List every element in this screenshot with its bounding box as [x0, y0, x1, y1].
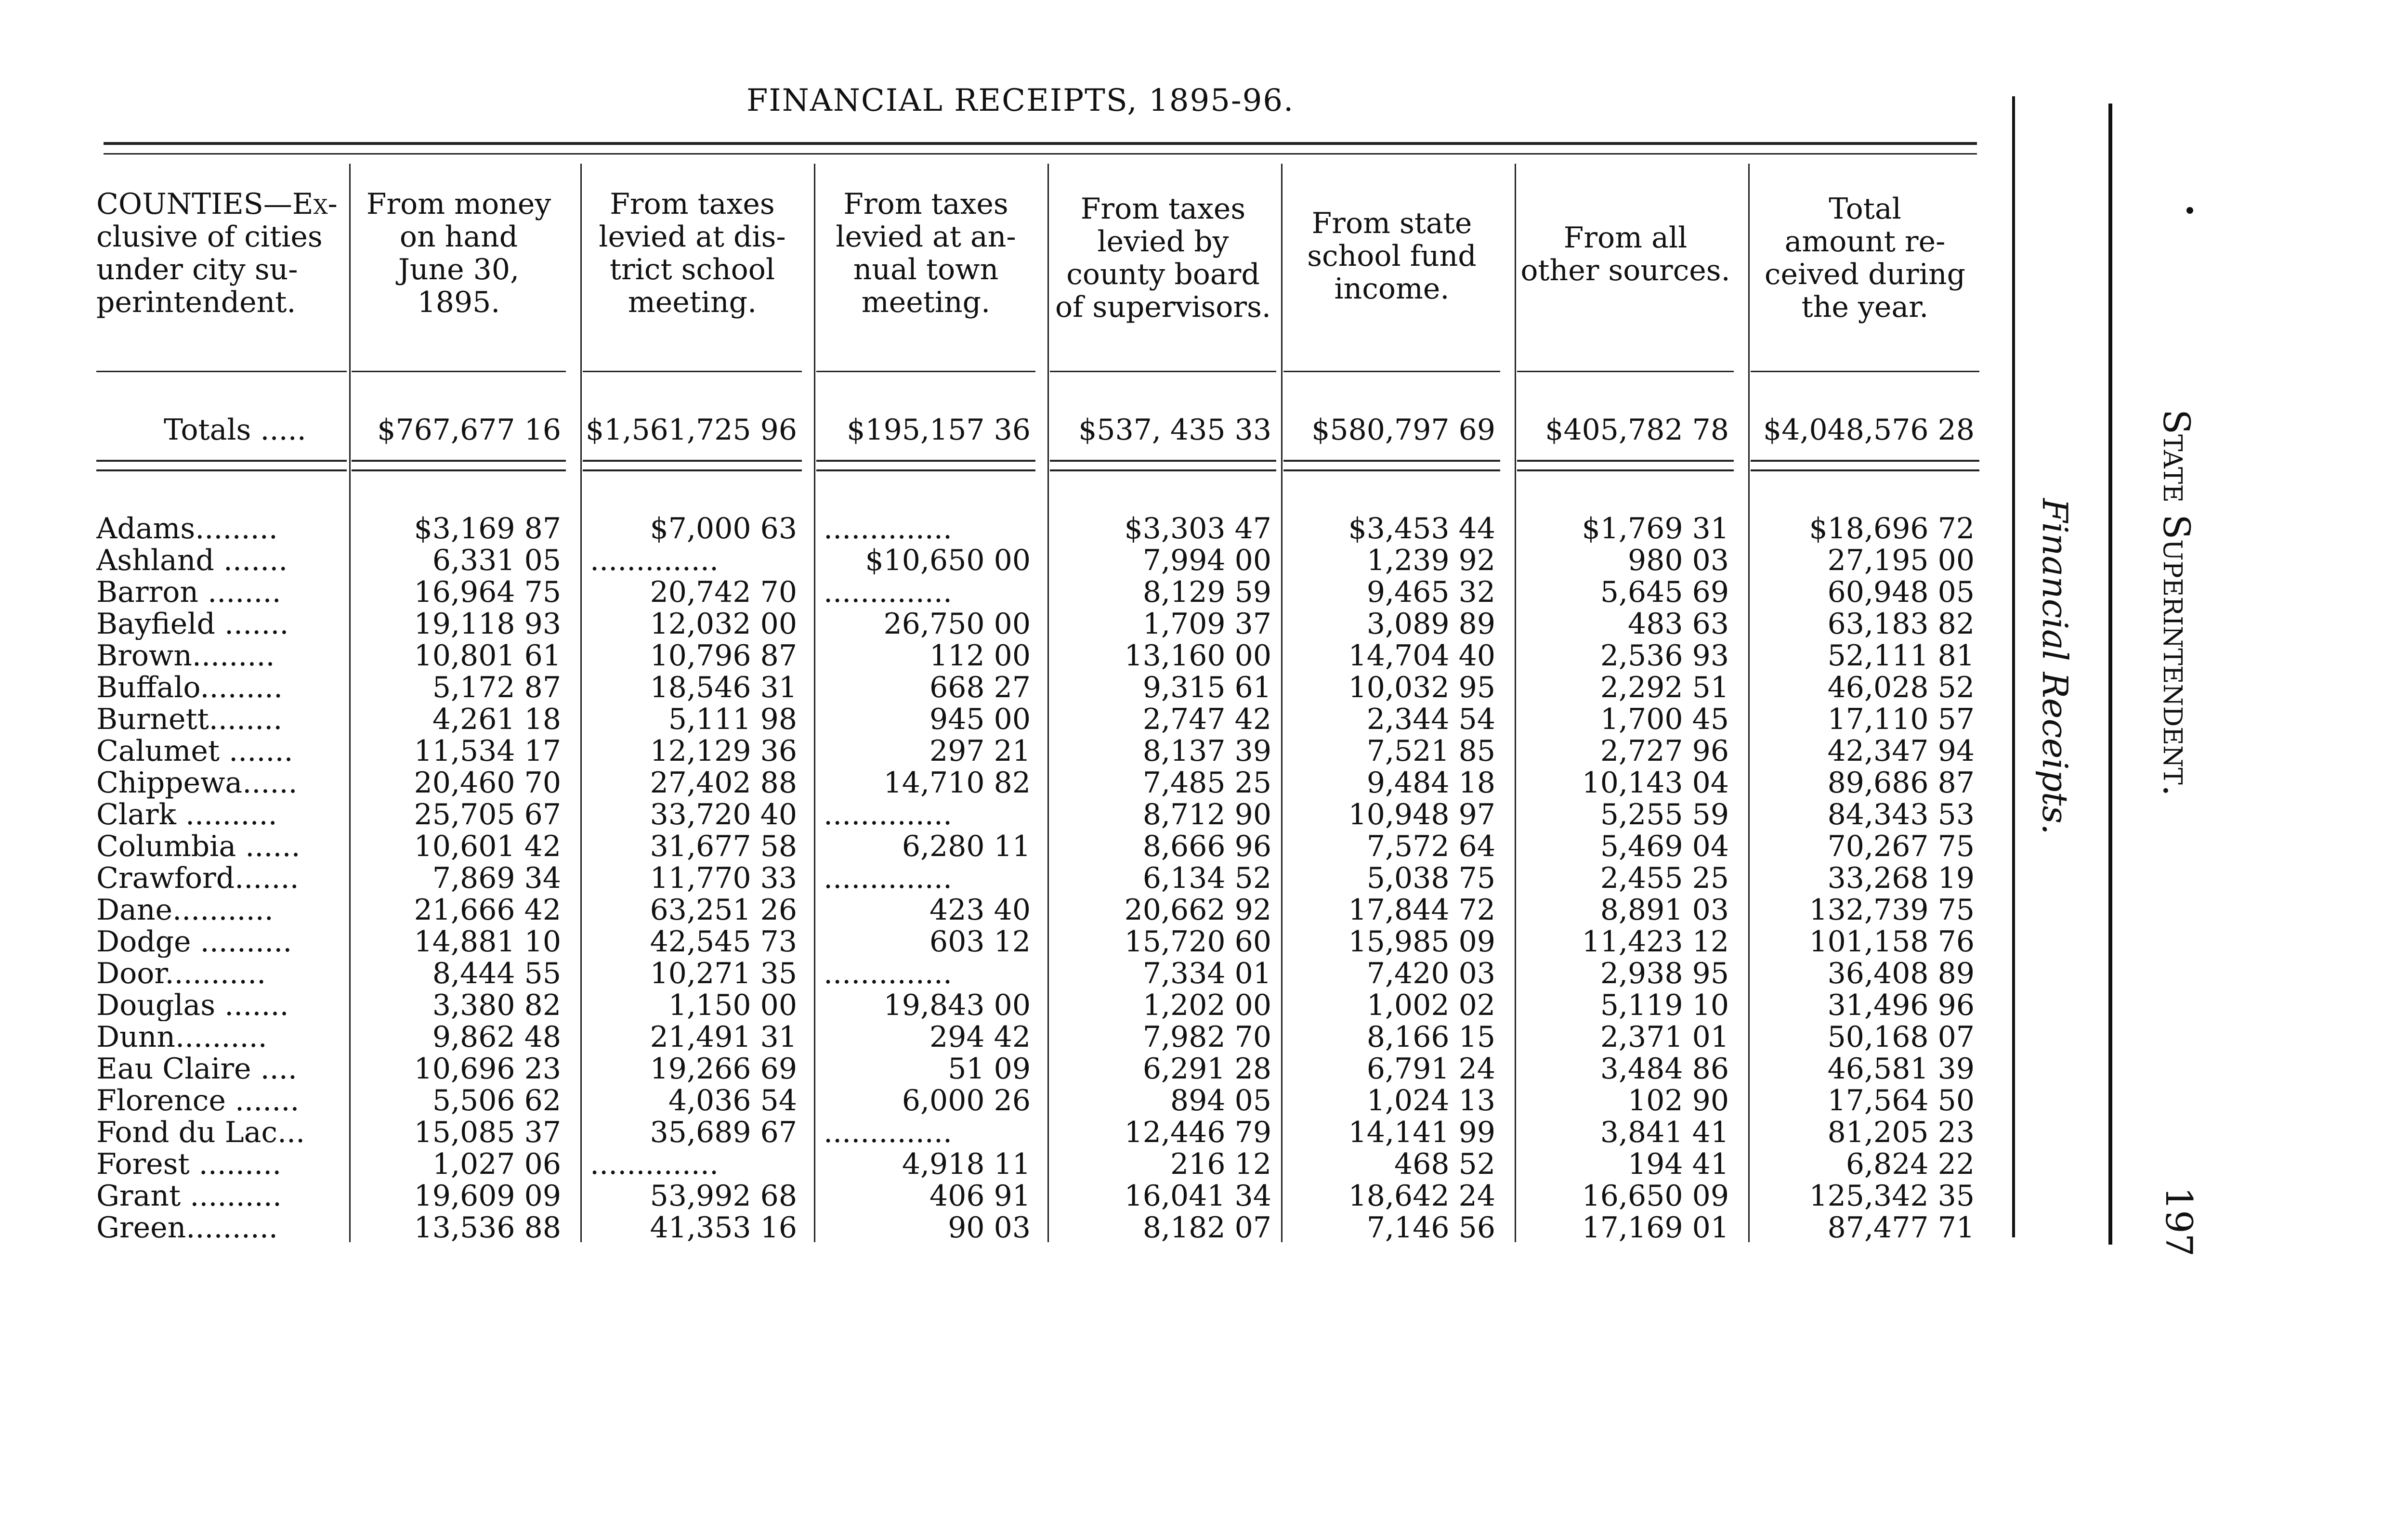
column-header-line: the year.	[1801, 290, 1929, 324]
table-cell: 2,747 42	[1142, 702, 1271, 736]
column-header-line: on hand	[399, 220, 518, 254]
totals-cell: $195,157 36	[847, 413, 1031, 447]
table-cell: 17,169 01	[1582, 1211, 1729, 1245]
column-header-6	[1517, 221, 1734, 287]
table-cell: 3,089 89	[1366, 607, 1495, 641]
totals-double-rule	[1517, 460, 1734, 462]
column-header-line: under city su-	[96, 253, 298, 286]
table-cell: 7,994 00	[1142, 544, 1271, 577]
table-cell: 5,645 69	[1600, 575, 1729, 609]
county-name: Crawford.......	[96, 862, 299, 894]
table-cell: 4,261 18	[432, 702, 561, 736]
table-cell: $10,650 00	[865, 544, 1031, 577]
table-cell: 7,334 01	[1142, 957, 1271, 990]
column-header-line: From taxes	[843, 187, 1008, 221]
column-header-line: From taxes	[610, 187, 775, 221]
table-row	[0, 989, 2023, 1021]
empty-cell-leader: ..............	[824, 861, 953, 895]
table-cell: 9,484 18	[1366, 766, 1495, 800]
table-cell: 5,111 98	[668, 702, 797, 736]
table-cell: 2,536 93	[1600, 639, 1729, 673]
table-cell: 19,118 93	[414, 607, 561, 641]
county-name: Buffalo.........	[96, 672, 283, 703]
table-cell: 112 00	[929, 639, 1031, 673]
table-cell: 9,862 48	[432, 1020, 561, 1054]
totals-double-rule	[1283, 469, 1500, 471]
county-name: Grant ..........	[96, 1180, 282, 1212]
county-name: Burnett........	[96, 703, 283, 735]
column-header-line: amount re-	[1784, 225, 1946, 259]
table-cell: 8,137 39	[1142, 734, 1271, 768]
county-name: Bayfield .......	[96, 608, 289, 640]
table-cell: 20,460 70	[414, 766, 561, 800]
table-cell: 15,985 09	[1348, 925, 1495, 959]
column-header-line: levied at dis-	[599, 220, 786, 254]
table-cell: 8,166 15	[1366, 1020, 1495, 1054]
table-cell: 3,484 86	[1600, 1052, 1729, 1086]
table-cell: 33,720 40	[650, 798, 797, 831]
header-underline	[96, 371, 347, 372]
table-cell: 63,251 26	[650, 893, 797, 927]
table-cell: 2,292 51	[1600, 671, 1729, 704]
table-cell: 1,024 13	[1366, 1084, 1495, 1117]
table-cell: 36,408 89	[1827, 957, 1975, 990]
table-cell: 406 91	[929, 1179, 1031, 1213]
table-cell: 18,642 24	[1348, 1179, 1495, 1213]
table-cell: 31,677 58	[650, 830, 797, 863]
table-cell: 63,183 82	[1827, 607, 1975, 641]
table-cell: 15,720 60	[1124, 925, 1271, 959]
table-cell: 5,119 10	[1600, 988, 1729, 1022]
totals-cell: $537, 435 33	[1078, 413, 1271, 447]
table-row	[0, 831, 2023, 862]
table-cell: 52,111 81	[1827, 639, 1975, 673]
column-header-0	[96, 188, 356, 319]
table-cell: 14,141 99	[1348, 1116, 1495, 1149]
column-header-line: COUNTIES—Ex-	[96, 187, 338, 221]
side-header: State Superintendent.	[2155, 409, 2198, 796]
table-cell: 2,455 25	[1600, 861, 1729, 895]
table-row	[0, 703, 2023, 735]
table-row	[0, 608, 2023, 640]
totals-cell: $405,782 78	[1545, 413, 1729, 447]
table-cell: 2,938 95	[1600, 957, 1729, 990]
table-cell: 25,705 67	[414, 798, 561, 831]
empty-cell-leader: ..............	[824, 957, 953, 990]
totals-cell: $580,797 69	[1311, 413, 1495, 447]
table-cell: 194 41	[1628, 1147, 1729, 1181]
table-cell: 42,545 73	[650, 925, 797, 959]
table-cell: 5,255 59	[1600, 798, 1729, 831]
table-row	[0, 1053, 2023, 1085]
column-header-line: levied by	[1097, 225, 1229, 259]
table-cell: $3,453 44	[1348, 512, 1495, 546]
totals-double-rule	[1283, 460, 1500, 462]
table-cell: 89,686 87	[1827, 766, 1975, 800]
column-header-line: meeting.	[628, 286, 757, 319]
table-cell: 11,423 12	[1582, 925, 1729, 959]
table-cell: 4,918 11	[902, 1147, 1031, 1181]
column-header-1	[352, 188, 566, 319]
table-cell: 19,266 69	[650, 1052, 797, 1086]
table-cell: 5,172 87	[432, 671, 561, 704]
table-cell: 33,268 19	[1827, 861, 1975, 895]
table-cell: 5,506 62	[432, 1084, 561, 1117]
table-row	[0, 1117, 2023, 1148]
table-cell: 12,032 00	[650, 607, 797, 641]
table-cell: 53,992 68	[650, 1179, 797, 1213]
table-cell: 2,371 01	[1600, 1020, 1729, 1054]
county-name: Columbia ......	[96, 831, 301, 862]
totals-double-rule	[583, 460, 802, 462]
county-name: Door...........	[96, 958, 266, 989]
county-name: Eau Claire ....	[96, 1053, 297, 1085]
table-cell: 4,036 54	[668, 1084, 797, 1117]
table-row	[0, 672, 2023, 703]
table-row	[0, 513, 2023, 545]
top-rule-thin	[104, 153, 1977, 155]
table-cell: 19,609 09	[414, 1179, 561, 1213]
totals-double-rule	[352, 460, 566, 462]
table-cell: 603 12	[929, 925, 1031, 959]
table-cell: 84,343 53	[1827, 798, 1975, 831]
table-cell: 8,182 07	[1142, 1211, 1271, 1245]
column-header-line: nual town	[853, 253, 999, 286]
column-header-line: perintendent.	[96, 286, 296, 319]
column-header-line: From money	[366, 187, 551, 221]
table-cell: 8,712 90	[1142, 798, 1271, 831]
side-running-head: Financial Receipts.	[2035, 498, 2075, 835]
county-name: Chippewa......	[96, 767, 298, 799]
table-cell: 15,085 37	[414, 1116, 561, 1149]
column-header-line: income.	[1334, 272, 1450, 306]
table-cell: 668 27	[929, 671, 1031, 704]
table-cell: 6,134 52	[1142, 861, 1271, 895]
column-header-5	[1283, 207, 1500, 305]
header-underline	[816, 371, 1035, 372]
table-row	[0, 640, 2023, 672]
header-underline	[1517, 371, 1734, 372]
table-row	[0, 576, 2023, 608]
column-header-line: Total	[1829, 192, 1901, 226]
table-cell: 3,841 41	[1600, 1116, 1729, 1149]
table-cell: 2,727 96	[1600, 734, 1729, 768]
county-name: Florence .......	[96, 1085, 300, 1117]
totals-double-rule	[352, 469, 566, 471]
table-cell: 27,402 88	[650, 766, 797, 800]
table-cell: $1,769 31	[1582, 512, 1729, 546]
table-cell: 16,650 09	[1582, 1179, 1729, 1213]
table-row	[0, 1021, 2023, 1053]
page-dot	[2186, 207, 2193, 214]
empty-cell-leader: ..............	[824, 1116, 953, 1149]
county-name: Calumet .......	[96, 735, 293, 767]
column-header-4	[1050, 193, 1276, 324]
county-name: Dane...........	[96, 894, 274, 926]
table-cell: 10,801 61	[414, 639, 561, 673]
table-cell: 41,353 16	[650, 1211, 797, 1245]
table-cell: 12,129 36	[650, 734, 797, 768]
table-cell: 7,420 03	[1366, 957, 1495, 990]
table-cell: 8,891 03	[1600, 893, 1729, 927]
table-cell: $3,303 47	[1124, 512, 1271, 546]
table-cell: 14,710 82	[883, 766, 1031, 800]
header-underline	[583, 371, 802, 372]
table-cell: 51 09	[948, 1052, 1031, 1086]
table-cell: 8,129 59	[1142, 575, 1271, 609]
table-cell: 297 21	[929, 734, 1031, 768]
table-cell: 21,491 31	[650, 1020, 797, 1054]
table-cell: 2,344 54	[1366, 702, 1495, 736]
table-cell: 7,869 34	[432, 861, 561, 895]
column-header-line: other sources.	[1520, 254, 1730, 287]
totals-double-rule	[1050, 469, 1276, 471]
table-cell: 8,444 55	[432, 957, 561, 990]
table-cell: 1,027 06	[432, 1147, 561, 1181]
totals-row	[0, 414, 2023, 446]
table-row	[0, 735, 2023, 767]
table-cell: 5,469 04	[1600, 830, 1729, 863]
table-cell: 6,331 05	[432, 544, 561, 577]
table-cell: 13,160 00	[1124, 639, 1271, 673]
table-row	[0, 799, 2023, 831]
page-number: 197	[2158, 1187, 2200, 1257]
table-cell: $3,169 87	[414, 512, 561, 546]
table-cell: 10,796 87	[650, 639, 797, 673]
table-row	[0, 862, 2023, 894]
totals-cell: $1,561,725 96	[586, 413, 797, 447]
table-cell: 10,696 23	[414, 1052, 561, 1086]
table-cell: 101,158 76	[1809, 925, 1975, 959]
table-cell: 16,964 75	[414, 575, 561, 609]
table-cell: 11,770 33	[650, 861, 797, 895]
table-cell: 46,028 52	[1827, 671, 1975, 704]
table-cell: 8,666 96	[1142, 830, 1271, 863]
column-header-line: of supervisors.	[1055, 290, 1271, 324]
county-name: Barron ........	[96, 576, 281, 608]
table-row	[0, 894, 2023, 926]
table-cell: 1,202 00	[1142, 988, 1271, 1022]
totals-double-rule	[1517, 469, 1734, 471]
side-rule-left	[2012, 96, 2015, 1237]
table-cell: $18,696 72	[1809, 512, 1975, 546]
column-header-line: county board	[1066, 258, 1260, 291]
totals-double-rule	[1751, 460, 1979, 462]
county-name: Adams.........	[96, 513, 278, 545]
table-row	[0, 1212, 2023, 1244]
table-cell: 1,150 00	[668, 988, 797, 1022]
table-cell: 132,739 75	[1809, 893, 1975, 927]
table-cell: 6,291 28	[1142, 1052, 1271, 1086]
table-cell: 17,844 72	[1348, 893, 1495, 927]
empty-cell-leader: ..............	[590, 1147, 719, 1181]
county-name: Fond du Lac...	[96, 1117, 305, 1148]
column-header-line: clusive of cities	[96, 220, 323, 254]
table-cell: 10,271 35	[650, 957, 797, 990]
header-underline	[1050, 371, 1276, 372]
table-cell: 12,446 79	[1124, 1116, 1271, 1149]
header-underline	[352, 371, 566, 372]
table-cell: 10,143 04	[1582, 766, 1729, 800]
table-cell: 1,002 02	[1366, 988, 1495, 1022]
column-header-line: levied at an-	[836, 220, 1016, 254]
table-cell: 10,948 97	[1348, 798, 1495, 831]
table-cell: 9,465 32	[1366, 575, 1495, 609]
totals-cell: $767,677 16	[377, 413, 561, 447]
column-header-2	[583, 188, 802, 319]
column-header-line: From all	[1563, 221, 1688, 255]
table-cell: 19,843 00	[883, 988, 1031, 1022]
side-rule-right	[2108, 104, 2112, 1245]
column-header-7	[1751, 193, 1979, 324]
table-row	[0, 1148, 2023, 1180]
totals-double-rule	[96, 460, 347, 462]
county-name: Green..........	[96, 1212, 278, 1244]
table-cell: 5,038 75	[1366, 861, 1495, 895]
table-cell: 14,704 40	[1348, 639, 1495, 673]
table-cell: 21,666 42	[414, 893, 561, 927]
totals-double-rule	[583, 469, 802, 471]
table-cell: 17,564 50	[1827, 1084, 1975, 1117]
table-row	[0, 545, 2023, 576]
totals-double-rule	[816, 469, 1035, 471]
table-cell: 7,485 25	[1142, 766, 1271, 800]
column-header-line: school fund	[1307, 239, 1477, 273]
column-header-line: From state	[1311, 207, 1472, 240]
table-cell: 90 03	[948, 1211, 1031, 1245]
table-cell: 20,742 70	[650, 575, 797, 609]
column-header-line: 1895.	[417, 286, 500, 319]
table-cell: 7,521 85	[1366, 734, 1495, 768]
county-name: Forest .........	[96, 1148, 282, 1180]
table-cell: 7,982 70	[1142, 1020, 1271, 1054]
table-row	[0, 767, 2023, 799]
county-name: Clark ..........	[96, 799, 277, 831]
table-cell: 26,750 00	[883, 607, 1031, 641]
table-cell: 70,267 75	[1827, 830, 1975, 863]
header-underline	[1751, 371, 1979, 372]
table-row	[0, 1085, 2023, 1117]
empty-cell-leader: ..............	[824, 798, 953, 831]
totals-double-rule	[816, 460, 1035, 462]
table-cell: 423 40	[929, 893, 1031, 927]
page-title: FINANCIAL RECEIPTS, 1895-96.	[746, 83, 1295, 118]
table-row	[0, 958, 2023, 989]
table-cell: 1,239 92	[1366, 544, 1495, 577]
table-cell: 50,168 07	[1827, 1020, 1975, 1054]
column-header-line: June 30,	[398, 253, 520, 286]
table-cell: 42,347 94	[1827, 734, 1975, 768]
column-header-3	[816, 188, 1035, 319]
table-cell: 468 52	[1394, 1147, 1495, 1181]
table-cell: 81,205 23	[1827, 1116, 1975, 1149]
county-name: Dodge ..........	[96, 926, 292, 958]
table-cell: 216 12	[1170, 1147, 1271, 1181]
county-name: Douglas .......	[96, 989, 289, 1021]
table-cell: 18,546 31	[650, 671, 797, 704]
empty-cell-leader: ..............	[590, 544, 719, 577]
table-cell: 980 03	[1628, 544, 1729, 577]
table-cell: 9,315 61	[1142, 671, 1271, 704]
table-cell: 31,496 96	[1827, 988, 1975, 1022]
header-underline	[1283, 371, 1500, 372]
column-header-line: ceived during	[1764, 258, 1966, 291]
table-cell: 16,041 34	[1124, 1179, 1271, 1213]
top-rule	[104, 142, 1977, 145]
table-cell: 60,948 05	[1827, 575, 1975, 609]
table-cell: 7,572 64	[1366, 830, 1495, 863]
table-cell: 483 63	[1628, 607, 1729, 641]
table-cell: 13,536 88	[414, 1211, 561, 1245]
column-header-line: From taxes	[1080, 192, 1246, 226]
table-cell: 125,342 35	[1809, 1179, 1975, 1213]
table-cell: 10,032 95	[1348, 671, 1495, 704]
table-cell: $7,000 63	[650, 512, 797, 546]
table-cell: 894 05	[1170, 1084, 1271, 1117]
table-cell: 6,791 24	[1366, 1052, 1495, 1086]
column-header-line: trict school	[609, 253, 775, 286]
table-cell: 6,280 11	[902, 830, 1031, 863]
table-cell: 7,146 56	[1366, 1211, 1495, 1245]
totals-double-rule	[1050, 460, 1276, 462]
table-cell: 1,700 45	[1600, 702, 1729, 736]
table-row	[0, 1180, 2023, 1212]
table-cell: 1,709 37	[1142, 607, 1271, 641]
table-row	[0, 926, 2023, 958]
county-name: Brown.........	[96, 640, 275, 672]
totals-double-rule	[96, 469, 347, 471]
table-cell: 945 00	[929, 702, 1031, 736]
table-cell: 17,110 57	[1827, 702, 1975, 736]
table-cell: 87,477 71	[1827, 1211, 1975, 1245]
table-cell: 102 90	[1628, 1084, 1729, 1117]
empty-cell-leader: ..............	[824, 512, 953, 546]
table-cell: 20,662 92	[1124, 893, 1271, 927]
totals-cell: $4,048,576 28	[1763, 413, 1975, 447]
table-cell: 27,195 00	[1827, 544, 1975, 577]
table-cell: 46,581 39	[1827, 1052, 1975, 1086]
table-cell: 11,534 17	[414, 734, 561, 768]
county-name: Dunn..........	[96, 1021, 267, 1053]
table-cell: 3,380 82	[432, 988, 561, 1022]
table-cell: 294 42	[929, 1020, 1031, 1054]
totals-double-rule	[1751, 469, 1979, 471]
totals-label: Totals .....	[164, 413, 306, 447]
column-header-line: meeting.	[861, 286, 991, 319]
table-cell: 6,824 22	[1845, 1147, 1975, 1181]
county-name: Ashland .......	[96, 545, 288, 576]
table-cell: 35,689 67	[650, 1116, 797, 1149]
empty-cell-leader: ..............	[824, 575, 953, 609]
table-cell: 14,881 10	[414, 925, 561, 959]
table-cell: 6,000 26	[902, 1084, 1031, 1117]
table-cell: 10,601 42	[414, 830, 561, 863]
